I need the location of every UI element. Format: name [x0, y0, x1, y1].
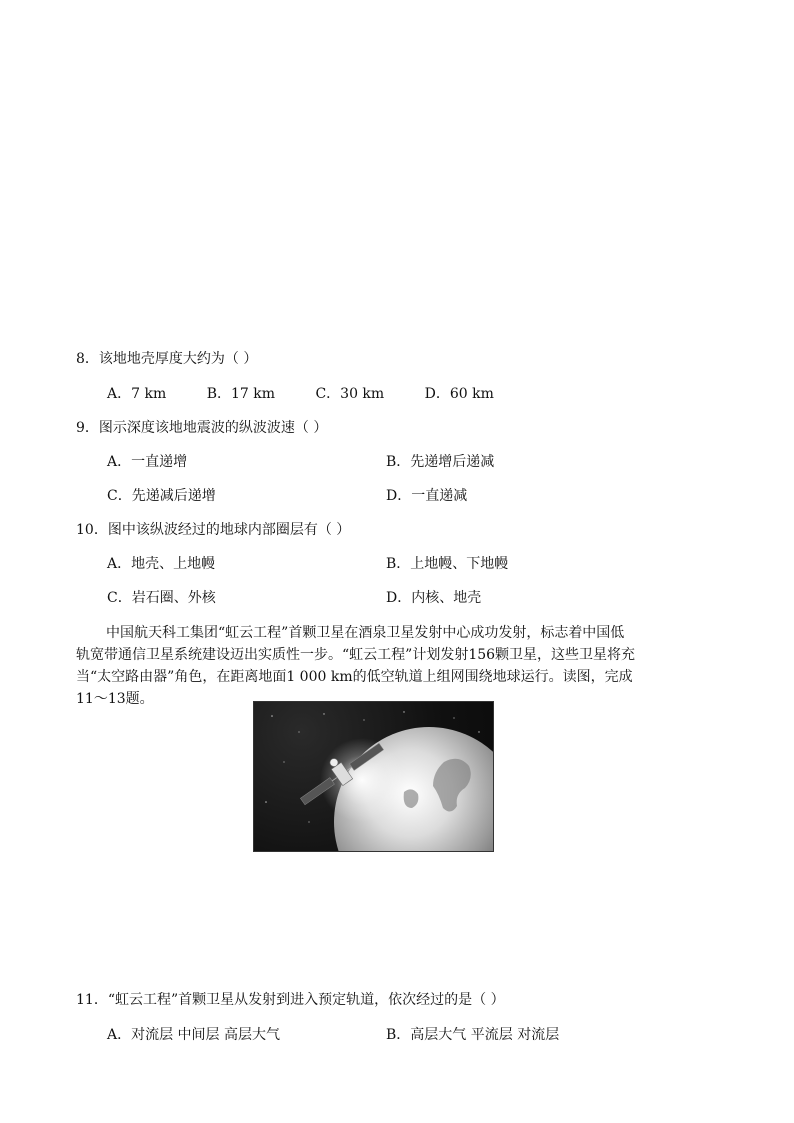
q10-option-c: C．岩石圈、外核: [107, 590, 216, 606]
passage-line-2: 轨宽带通信卫星系统建设迈出实质性一步。“虹云工程”计划发射156颗卫星，这些卫星将充: [76, 647, 636, 663]
passage-line-3: 当“太空路由器”角色，在距离地面1 000 km的低空轨道上组网围绕地球运行。读图，完成: [76, 669, 633, 685]
q10-option-a: A．地壳、上地幔: [107, 556, 216, 572]
q10-option-b: B．上地幔、下地幔: [386, 556, 509, 572]
q9-option-d: D．一直递减: [386, 488, 468, 504]
q8-option-a: A．7 km: [107, 386, 167, 402]
q8-option-b: B．17 km: [206, 386, 275, 402]
question-11-stem: 11．“虹云工程”首颗卫星从发射到进入预定轨道，依次经过的是（ ）: [76, 992, 505, 1008]
q11-option-a: A．对流层 中间层 高层大气: [107, 1027, 281, 1043]
q9-option-a: A．一直递增: [107, 454, 188, 470]
passage: [76, 622, 720, 710]
question-8-options: [107, 384, 530, 404]
satellite-earth-illustration: [254, 702, 494, 852]
question-8-stem: 8．该地地壳厚度大约为（ ）: [76, 351, 258, 367]
satellite-earth-image: [253, 701, 494, 852]
q8-option-d: D．60 km: [424, 386, 494, 402]
q8-option-c: C．30 km: [315, 386, 385, 402]
passage-line-4: 11～13题。: [76, 691, 154, 707]
q9-option-c: C．先递减后递增: [107, 488, 216, 504]
q9-option-b: B．先递增后递减: [386, 454, 495, 470]
question-10-stem: 10．图中该纵波经过的地球内部圈层有（ ）: [76, 522, 351, 538]
passage-line-1: 中国航天科工集团“虹云工程”首颗卫星在酒泉卫星发射中心成功发射，标志着中国低: [106, 625, 625, 641]
question-9-stem: 9．图示深度该地地震波的纵波波速（ ）: [76, 420, 328, 436]
q11-option-b: B．高层大气 平流层 对流层: [386, 1027, 560, 1043]
q10-option-d: D．内核、地壳: [386, 590, 482, 606]
